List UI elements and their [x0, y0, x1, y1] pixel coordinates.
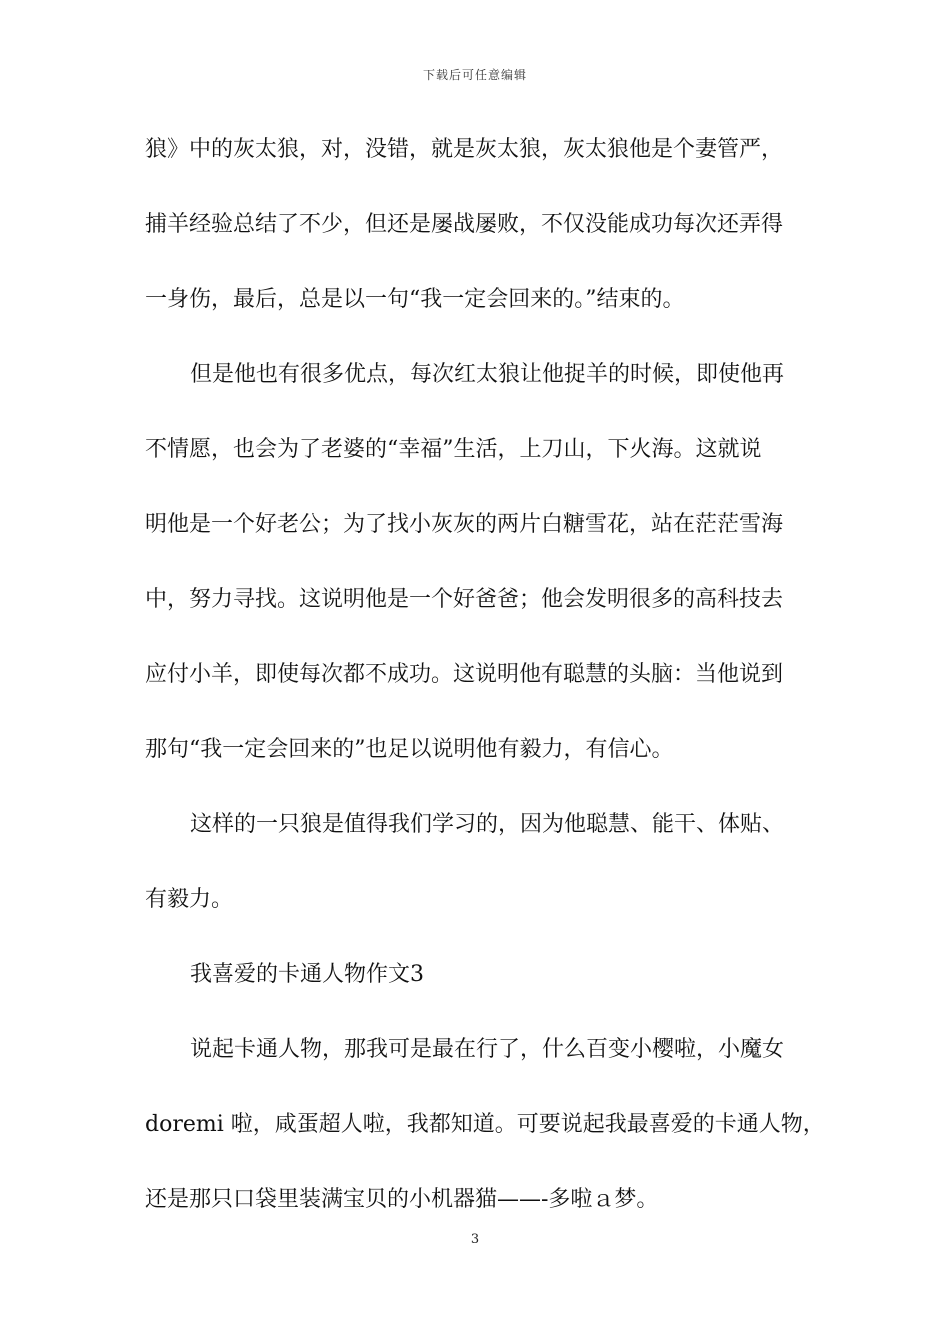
text-line: 那句“我一定会回来的”也足以说明他有毅力，有信心。: [145, 737, 674, 762]
text-line: 应付小羊，即使每次都不成功。这说明他有聪慧的头脑：当他说到: [145, 662, 784, 687]
text-line: 中，努力寻找。这说明他是一个好爸爸；他会发明很多的高科技去: [145, 587, 784, 612]
text-line: 明他是一个好老公；为了找小灰灰的两片白糖雪花，站在茫茫雪海: [145, 512, 784, 537]
text-line: 捕羊经验总结了不少，但还是屡战屡败，不仅没能成功每次还弄得: [145, 212, 784, 237]
page-number: 3: [470, 1232, 480, 1247]
text-line: 还是那只口袋里装满宝贝的小机器猫——-多啦ａ梦。: [145, 1187, 659, 1212]
paragraph-start-line: 说起卡通人物，那我可是最在行了，什么百变小樱啦，小魔女: [190, 1037, 785, 1062]
page-header: 下载后可任意编辑: [422, 68, 527, 82]
text-line: 不情愿，也会为了老婆的“幸福”生活，上刀山，下火海。这就说: [145, 437, 762, 462]
section-title: 我喜爱的卡通人物作文3: [190, 962, 424, 987]
text-line: 一身伤，最后，总是以一句“我一定会回来的。”结束的。: [145, 287, 685, 312]
text-line: 有毅力。: [145, 887, 234, 912]
text-line: doremi 啦，咸蛋超人啦，我都知道。可要说起我最喜爱的卡通人物，: [145, 1112, 825, 1137]
paragraph-start-line: 这样的一只狼是值得我们学习的，因为他聪慧、能干、体贴、: [190, 812, 785, 837]
paragraph-start-line: 但是他也有很多优点，每次红太狼让他捉羊的时候，即使他再: [190, 362, 785, 387]
text-line: 狼》中的灰太狼，对，没错，就是灰太狼，灰太狼他是个妻管严，: [145, 137, 784, 162]
